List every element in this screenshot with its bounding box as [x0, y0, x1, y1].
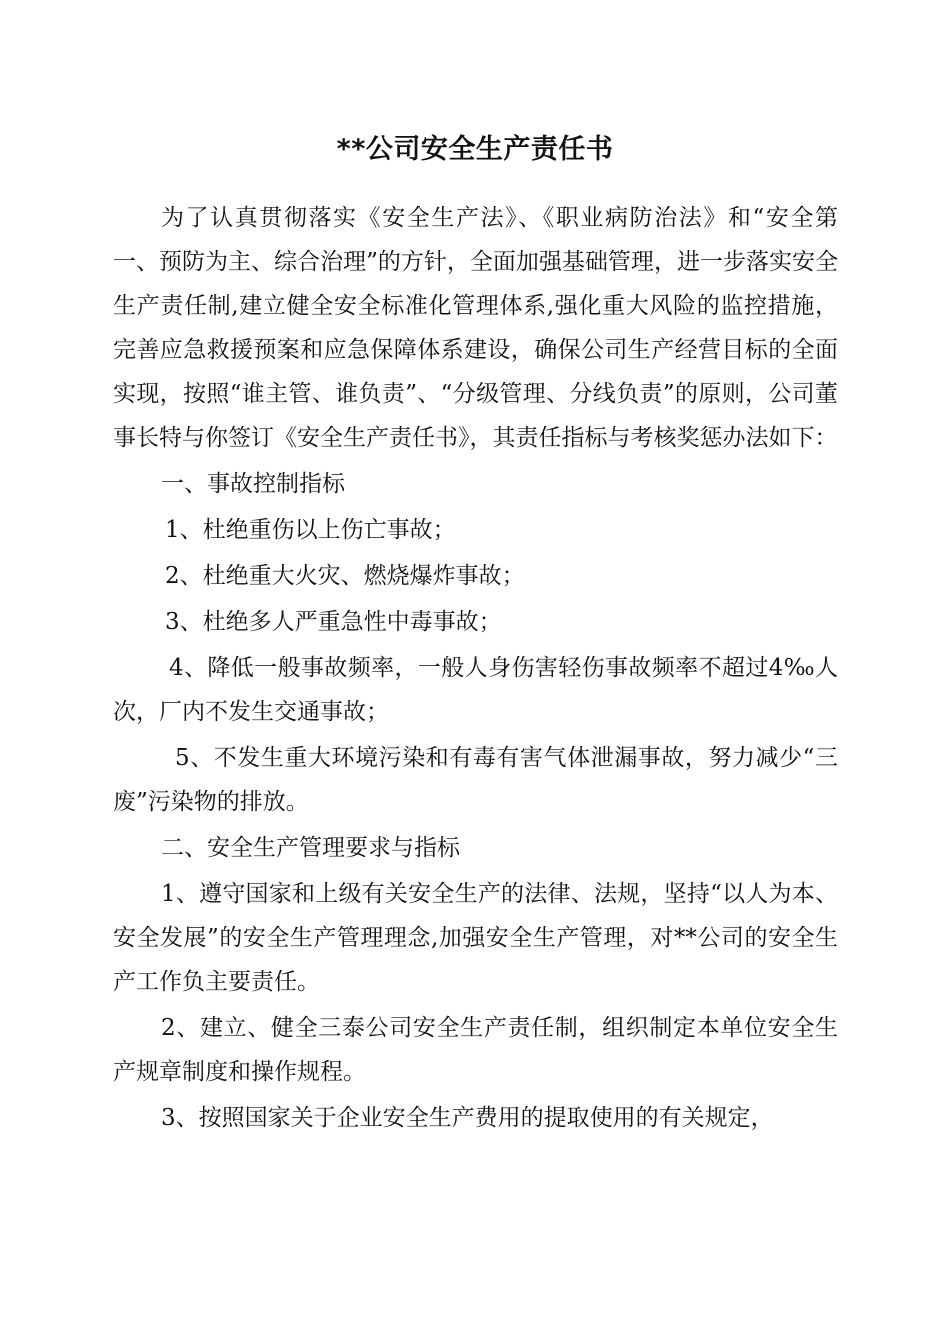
- list-item: 2、建立、健全三泰公司安全生产责任制，组织制定本单位安全生产规章制度和操作规程。: [113, 1015, 838, 1085]
- section-heading-accident-control: 一、事故控制指标: [161, 471, 345, 497]
- list-item: 4、降低一般事故频率，一般人身伤害轻伤事故频率不超过4‰人次，厂内不发生交通事故；: [113, 655, 838, 725]
- list-item: 2、杜绝重大火灾、燃烧爆炸事故；: [165, 563, 525, 589]
- list-item: 3、按照国家关于企业安全生产费用的提取使用的有关规定，: [161, 1105, 774, 1131]
- list-item: 3、杜绝多人严重急性中毒事故；: [165, 609, 502, 635]
- section-heading-management-requirements: 二、安全生产管理要求与指标: [161, 835, 460, 861]
- intro-paragraph: 为了认真贯彻落实《安全生产法》、《职业病防治法》和“安全第一、预防为主、综合治理”的方针，全面加强基础管理，进一步落实安全生产责任制,建立健全安全标准化管理体系,强化重大风险的监控措施，完善应急救援预案和应急保障体系建设，确保公司生产经营目标的全面实现，按照“谁主管、谁负责”、“分级管理、分线负责”的原则，公司董事长特与你签订《安全生产责任书》，其责任指标与考核奖惩办法如下：: [113, 205, 838, 451]
- list-item: 5、不发生重大环境污染和有毒有害气体泄漏事故，努力减少“三废”污染物的排放。: [113, 745, 838, 815]
- list-item: 1、杜绝重伤以上伤亡事故；: [165, 517, 456, 543]
- document-body: [113, 196, 838, 1142]
- list-item: 1、遵守国家和上级有关安全生产的法律、法规，坚持“以人为本、安全发展”的安全生产管理理念,加强安全生产管理，对**公司的安全生产工作负主要责任。: [113, 881, 838, 995]
- document-title: **公司安全生产责任书: [336, 134, 614, 165]
